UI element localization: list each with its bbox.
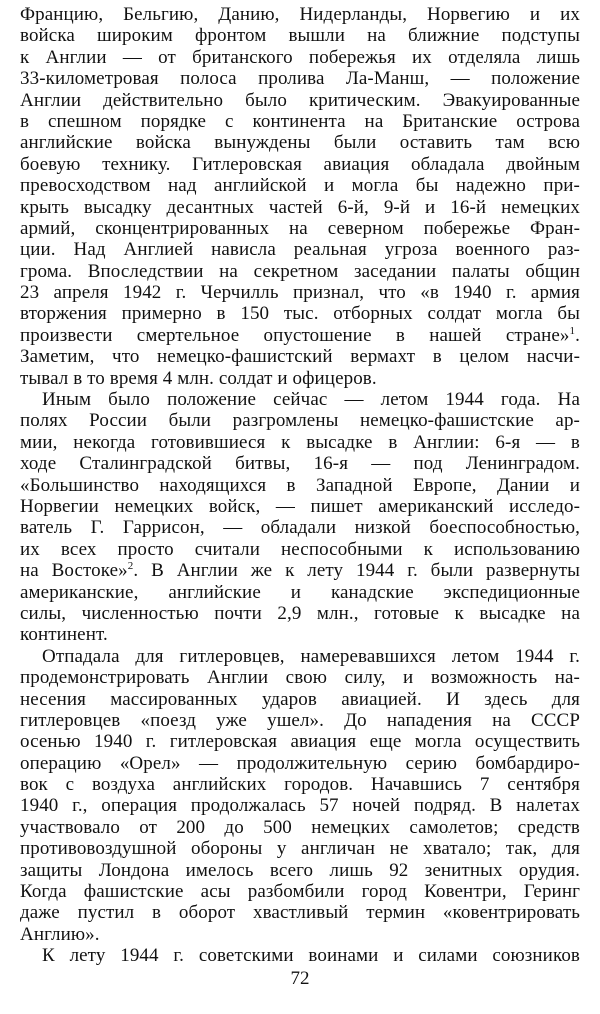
text-line: 1940 г., операция продолжалась 57 ночей подряд. В налетах	[20, 795, 580, 817]
text-line: продемонстрировать Англии свою силу, и возможность на-	[20, 667, 580, 689]
text-line: тывал в то время 4 млн. солдат и офицеров.	[20, 367, 377, 389]
text-line: силы, численностью почти 2,9 млн., готовые к высадке на	[20, 602, 580, 624]
text-line: ции. Над Англией нависла реальная угроза военного раз-	[20, 239, 580, 261]
text-fragment: . В Англии же к лету 1944 г. были развернуты	[133, 560, 580, 582]
text-line: Англию».	[20, 923, 100, 945]
text-line: крыть высадку десантных частей 6-й, 9-й и 16-й немецких	[20, 196, 580, 218]
text-line: войска широким фронтом вышли на ближние подступы	[20, 25, 580, 47]
text-line: армий, сконцентрированных на северном побережье Фран-	[20, 217, 580, 239]
text-line: 23 апреля 1942 г. Черчилль признал, что «в 1940 г. армия	[20, 282, 580, 304]
text-line: превосходством над английской и могла бы надежно при-	[20, 175, 580, 197]
text-line: осенью 1940 г. гитлеровская авиация еще могла осуществить	[20, 731, 580, 753]
text-line: «Большинство находящихся в Западной Европе, Дании и	[20, 474, 580, 496]
text-fragment: на Востоке»	[20, 560, 128, 582]
text-line: грома. Впоследствии на секретном заседании палаты общин	[20, 260, 580, 282]
text-line: полях России были разгромлены немецко-фашистские ар-	[20, 410, 580, 432]
text-line: английские войска вынуждены были оставить там всю	[20, 132, 580, 154]
text-line: Иным было положение сейчас — летом 1944 года. На	[42, 389, 580, 411]
text-fragment: .	[575, 324, 580, 346]
text-line: американские, английские и канадские экспедиционные	[20, 581, 580, 603]
paragraph-4	[20, 945, 580, 966]
footnote-mark: 2	[127, 560, 134, 573]
text-line: даже пустил в оборот хвастливый термин «ковентрировать	[20, 902, 580, 924]
paragraph-1	[20, 4, 580, 389]
paragraph-3	[20, 646, 580, 945]
text-line: ватель Г. Гаррисон, — обладали низкой боеспособностью,	[20, 517, 580, 539]
text-line: мии, некогда готовившиеся к высадке в Англии: 6-я — в	[20, 431, 580, 453]
text-line: К лету 1944 г. советскими воинами и силами союзников	[42, 945, 580, 967]
text-line: к Англии — от британского побережья их отделяла лишь	[20, 46, 580, 68]
text-line: гитлеровцев «поезд уже ушел». До нападения на СССР	[20, 709, 580, 731]
text-line: вок с воздуха английских городов. Начавшись 7 сентября	[20, 774, 580, 796]
text-line: Англии действительно было критическим. Эвакуированные	[20, 89, 580, 111]
text-line: операцию «Орел» — продолжительную серию бомбардиро-	[20, 752, 580, 774]
text-line: Заметим, что немецко-фашистский вермахт в целом насчи-	[20, 346, 580, 368]
text-line: их всех просто считали неспособными к использованию	[20, 538, 580, 560]
text-line: Францию, Бельгию, Данию, Нидерланды, Норвегию и их	[20, 4, 580, 25]
text-line: участвовало от 200 до 500 немецких самолетов; средств	[20, 816, 580, 838]
text-line-with-footnote	[20, 325, 580, 346]
text-line: в спешном порядке с континента на Британские острова	[20, 110, 580, 132]
text-line: континент.	[20, 624, 108, 646]
page-number: 72	[290, 968, 310, 989]
text-line: вторжения примерно в 150 тыс. отборных солдат могла бы	[20, 303, 580, 325]
text-line: боевую технику. Гитлеровская авиация обладала двойным	[20, 153, 580, 175]
paragraph-2	[20, 389, 580, 646]
text-line-with-footnote	[20, 560, 580, 581]
footnote-mark: 1	[569, 324, 576, 337]
text-line: противовоздушной обороны у англичан не хватало; так, для	[20, 838, 580, 860]
text-line: Когда фашистские асы разбомбили город Ковентри, Геринг	[20, 881, 580, 903]
text-line: Отпадала для гитлеровцев, намеревавшихся летом 1944 г.	[42, 645, 580, 667]
text-line: ходе Сталинградской битвы, 16-я — под Ленинградом.	[20, 453, 580, 475]
text-line: защиты Лондона имелось всего лишь 92 зенитных орудия.	[20, 859, 580, 881]
body-text	[20, 4, 580, 967]
text-line: Норвегии немецких войск, — пишет американский исследо-	[20, 495, 580, 517]
text-fragment: произвести смертельное опустошение в нашей стране»	[20, 324, 570, 346]
text-line: 33-километровая полоса пролива Ла-Манш, — положение	[20, 68, 580, 90]
text-line: несения массированных ударов авиацией. И здесь для	[20, 688, 580, 710]
